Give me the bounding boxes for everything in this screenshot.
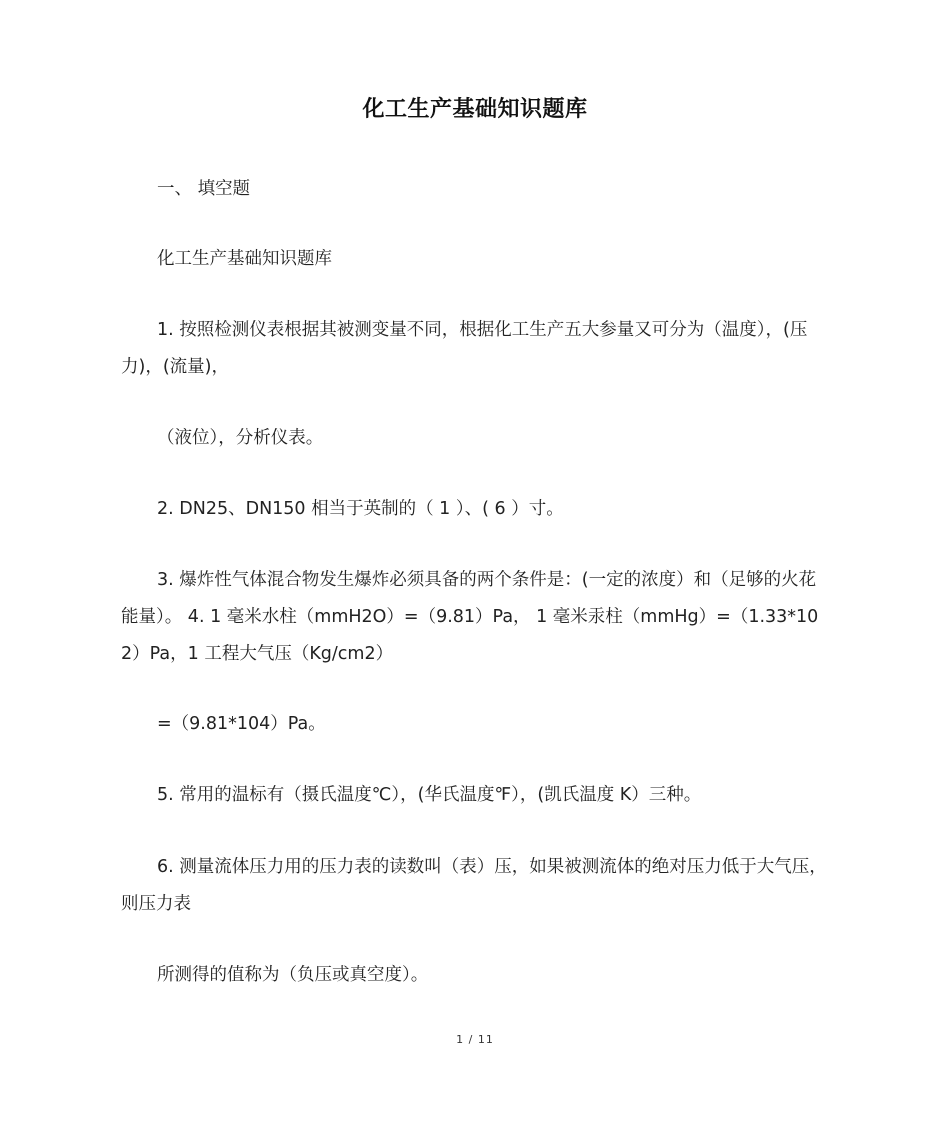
question-5-text: 5. 常用的温标有（摄氏温度℃），(华氏温度℉），(凯氏温度 K）三种。 [157,785,702,805]
question-6-text: 6. 测量流体压力用的压力表的读数叫（表）压，如果被测流体的绝对压力低于大气压，则压力表 [121,857,827,914]
question-1-continuation: （液位），分析仪表。 [157,428,324,448]
page-indicator: 1 / 11 [456,1033,494,1046]
question-1-text: 1. 按照检测仪表根据其被测变量不同，根据化工生产五大参量又可分为（温度），(压力)，(流量)， [121,320,808,377]
question-3-4-text: 3. 爆炸性气体混合物发生爆炸必须具备的两个条件是：(一定的浓度）和（足够的火花能量）。 4. 1 毫米水柱（mmH2O）=（9.81）Pa， 1 毫米汞柱（mmHg）=（1.33*102）Pa，1 工程大气压（Kg/cm2） [121,570,819,664]
question-4-continuation: =（9.81*104）Pa。 [157,714,326,734]
document-title: 化工生产基础知识题库 [362,97,588,122]
question-6-continuation: 所测得的值称为（负压或真空度）。 [157,965,429,985]
question-2-text: 2. DN25、DN150 相当于英制的（ 1 ）、( 6 ）寸。 [157,499,564,519]
document-subtitle: 化工生产基础知识题库 [157,249,332,269]
section-heading: 一、 填空题 [157,179,251,199]
